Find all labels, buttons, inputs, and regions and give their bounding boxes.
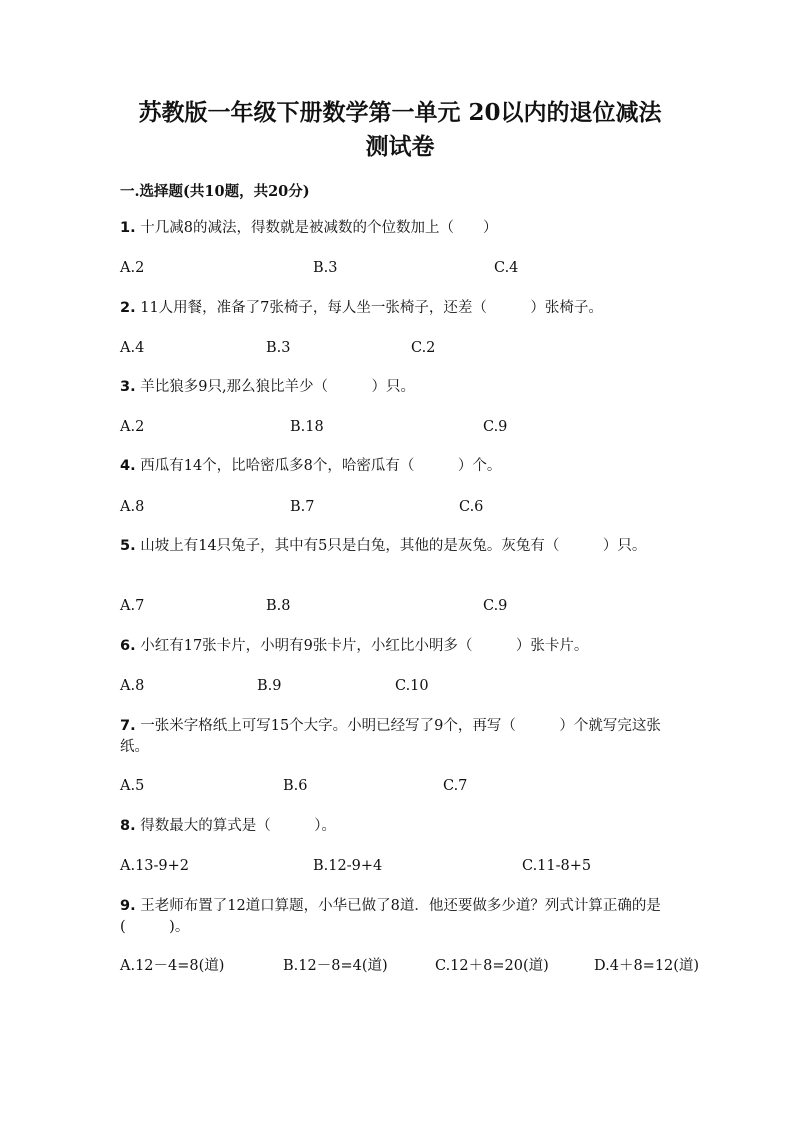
option-b: B.9 bbox=[257, 678, 282, 694]
question-number: 9. bbox=[120, 898, 136, 914]
option-b: B.3 bbox=[313, 260, 338, 276]
option-b: B.6 bbox=[283, 778, 308, 794]
option-a: A.8 bbox=[120, 499, 145, 515]
option-c: C.7 bbox=[443, 778, 468, 794]
question-text: 王老师布置了12道口算题，小华已做了8道．他还要做多少道？列式计算正确的是( )。 bbox=[120, 898, 661, 935]
option-b: B.18 bbox=[290, 419, 324, 435]
question-number: 2. bbox=[120, 300, 136, 316]
question-text: 山坡上有14只兔子，其中有5只是白兔，其他的是灰兔。灰兔有（ ）只。 bbox=[140, 538, 647, 554]
option-b: B.8 bbox=[266, 598, 291, 614]
question-number: 8. bbox=[120, 818, 136, 834]
question-text: 一张米字格纸上可写15个大字。小明已经写了9个，再写（ ）个就写完这张纸。 bbox=[120, 718, 661, 755]
question-4 bbox=[120, 456, 680, 477]
option-d: D.4＋8=12(道) bbox=[594, 958, 700, 974]
option-a: A.7 bbox=[120, 598, 145, 614]
option-b: B.7 bbox=[290, 499, 315, 515]
exam-title-line-1: 苏教版一年级下册数学第一单元 20以内的退位减法 bbox=[138, 99, 662, 126]
option-a: A.4 bbox=[120, 340, 145, 356]
question-6 bbox=[120, 636, 680, 657]
option-a: A.5 bbox=[120, 778, 145, 794]
question-text: 小红有17张卡片，小明有9张卡片，小红比小明多（ ）张卡片。 bbox=[140, 638, 589, 654]
option-c: C.9 bbox=[483, 598, 508, 614]
option-a: A.13-9+2 bbox=[120, 858, 190, 874]
question-7 bbox=[120, 716, 680, 758]
question-text: 西瓜有14个，比哈密瓜多8个，哈密瓜有（ ）个。 bbox=[140, 458, 502, 474]
question-number: 4. bbox=[120, 458, 136, 474]
option-c: C.10 bbox=[395, 678, 429, 694]
option-c: C.11-8+5 bbox=[522, 858, 592, 874]
option-a: A.2 bbox=[120, 260, 145, 276]
section-heading: 一.选择题(共10题，共20分) bbox=[120, 183, 310, 200]
question-3 bbox=[120, 377, 680, 398]
question-number: 6. bbox=[120, 638, 136, 654]
question-9 bbox=[120, 896, 680, 938]
question-8 bbox=[120, 816, 680, 837]
option-b: B.12-9+4 bbox=[313, 858, 383, 874]
option-a: A.2 bbox=[120, 419, 145, 435]
question-text: 得数最大的算式是（ ）。 bbox=[140, 818, 336, 834]
question-1 bbox=[120, 218, 680, 239]
question-number: 5. bbox=[120, 538, 136, 554]
question-2 bbox=[120, 298, 680, 319]
option-a: A.12－4=8(道) bbox=[120, 958, 225, 974]
question-number: 1. bbox=[120, 220, 136, 236]
option-c: C.9 bbox=[483, 419, 508, 435]
question-number: 3. bbox=[120, 379, 136, 395]
option-c: C.4 bbox=[494, 260, 519, 276]
option-c: C.2 bbox=[411, 340, 436, 356]
question-5 bbox=[120, 536, 680, 557]
question-text: 十几减8的减法，得数就是被减数的个位数加上（ ） bbox=[140, 220, 498, 236]
option-c: C.6 bbox=[459, 499, 484, 515]
question-number: 7. bbox=[120, 718, 136, 734]
question-text: 羊比狼多9只,那么狼比羊少（ ）只。 bbox=[140, 379, 416, 395]
question-text: 11人用餐，准备了7张椅子，每人坐一张椅子，还差（ ）张椅子。 bbox=[140, 300, 603, 316]
option-b: B.3 bbox=[266, 340, 291, 356]
exam-title-line-2: 测试卷 bbox=[365, 133, 435, 160]
option-b: B.12－8=4(道) bbox=[283, 958, 388, 974]
option-a: A.8 bbox=[120, 678, 145, 694]
option-c: C.12＋8=20(道) bbox=[435, 958, 549, 974]
